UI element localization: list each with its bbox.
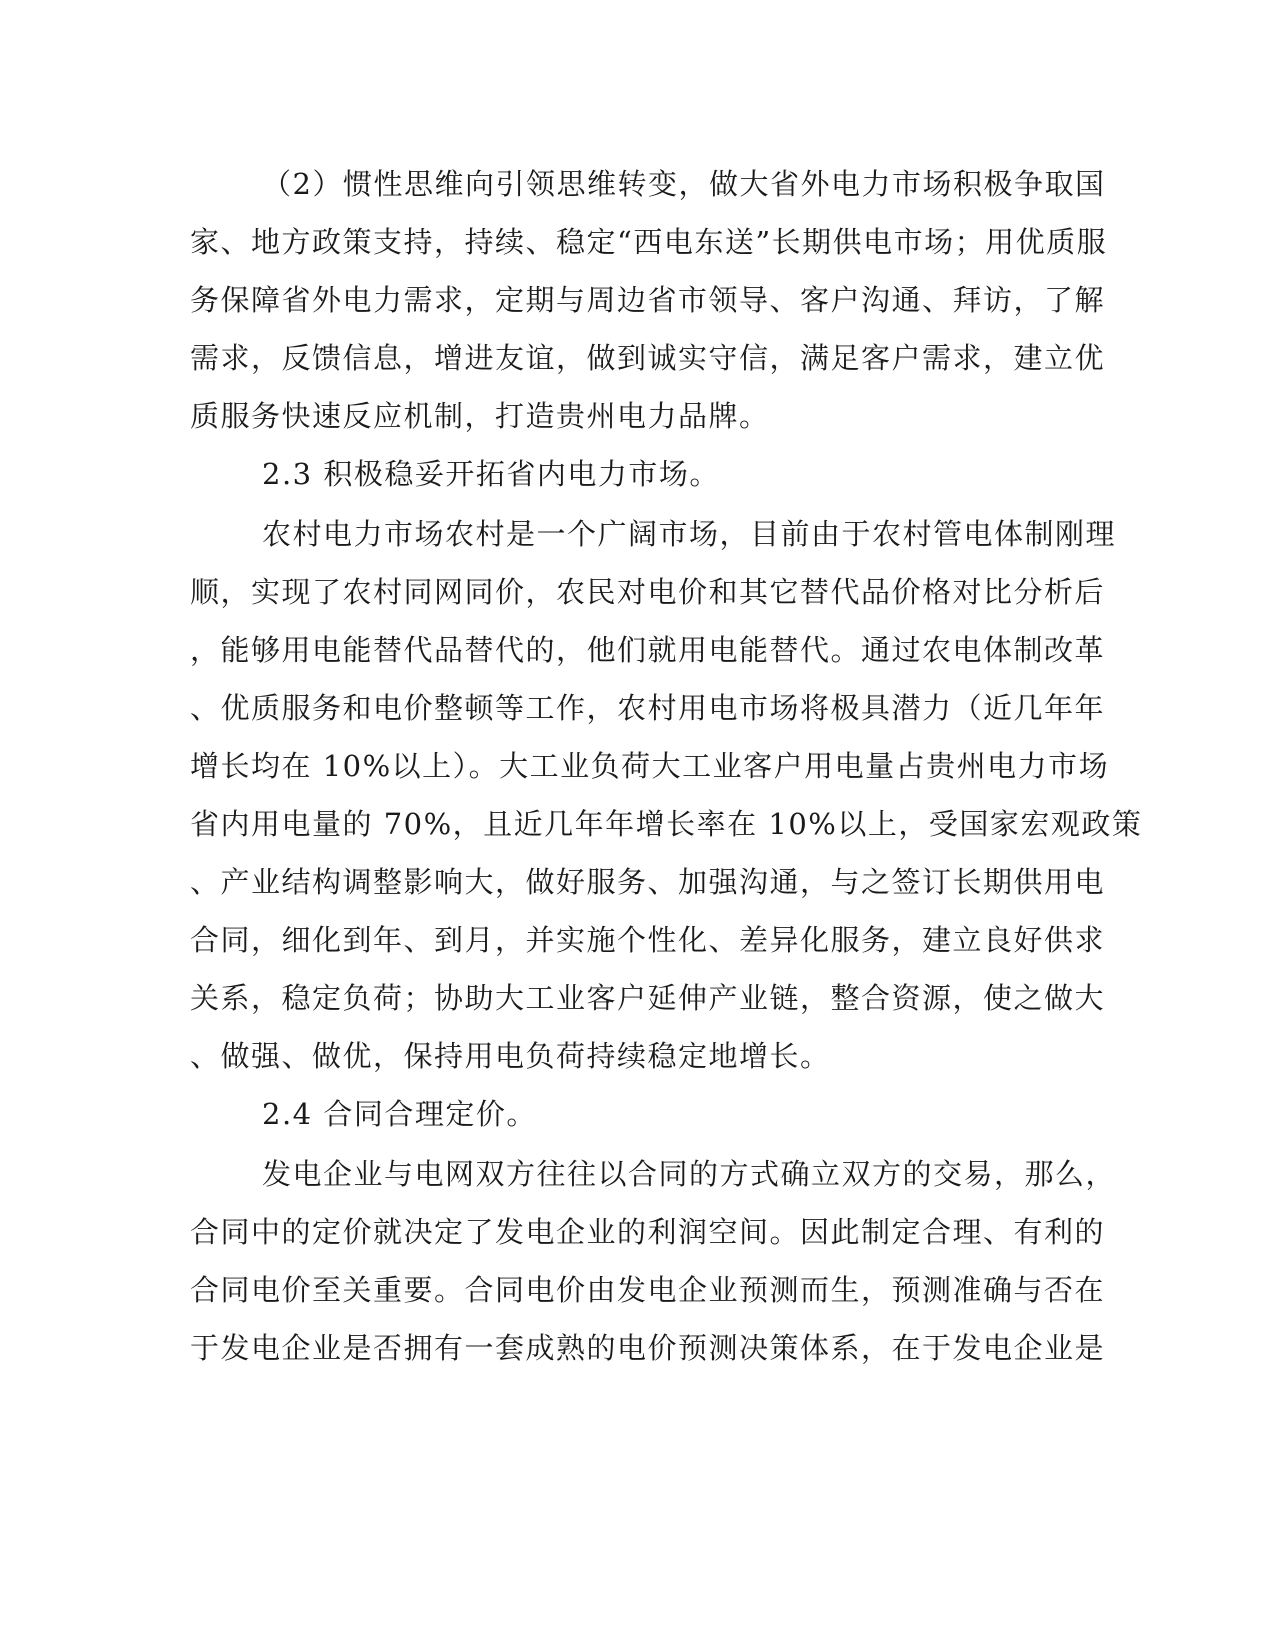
paragraph-line: 关系，稳定负荷；协助大工业客户延伸产业链，整合资源，使之做大: [190, 981, 1106, 1015]
paragraph-line: ，能够用电能替代品替代的，他们就用电能替代。通过农电体制改革: [190, 633, 1106, 667]
paragraph-line: 顺，实现了农村同网同价，农民对电价和其它替代品价格对比分析后: [190, 575, 1106, 609]
paragraph-line: 质服务快速反应机制，打造贵州电力品牌。: [190, 399, 770, 433]
paragraph-line: 发电企业与电网双方往往以合同的方式确立双方的交易，那么，: [262, 1157, 1117, 1191]
paragraph-line: 务保障省外电力需求，定期与周边省市领导、客户沟通、拜访，了解: [190, 283, 1106, 317]
paragraph-line: 、做强、做优，保持用电负荷持续稳定地增长。: [190, 1039, 831, 1073]
paragraph-line: 农村电力市场农村是一个广阔市场，目前由于农村管电体制刚理: [262, 517, 1117, 551]
section-heading: 2.3 积极稳妥开拓省内电力市场。: [262, 457, 720, 491]
paragraph-line: 增长均在 10%以上）。大工业负荷大工业客户用电量占贵州电力市场: [190, 749, 1110, 783]
paragraph-line: 家、地方政策支持，持续、稳定“西电东送”长期供电市场；用优质服: [190, 225, 1108, 259]
section-heading: 2.4 合同合理定价。: [262, 1097, 537, 1131]
paragraph-line: 、产业结构调整影响大，做好服务、加强沟通，与之签订长期供用电: [190, 865, 1106, 899]
paragraph-line: 合同，细化到年、到月，并实施个性化、差异化服务，建立良好供求: [190, 923, 1106, 957]
paragraph-line: （2）惯性思维向引领思维转变，做大省外电力市场积极争取国: [262, 167, 1106, 201]
paragraph-line: 、优质服务和电价整顿等工作，农村用电市场将极具潜力（近几年年: [190, 691, 1106, 725]
paragraph-line: 省内用电量的 70%，且近几年年增长率在 10%以上，受国家宏观政策: [190, 807, 1143, 841]
paragraph-line: 于发电企业是否拥有一套成熟的电价预测决策体系，在于发电企业是: [190, 1331, 1106, 1365]
paragraph-line: 需求，反馈信息，增进友谊，做到诚实守信，满足客户需求，建立优: [190, 341, 1106, 375]
paragraph-line: 合同电价至关重要。合同电价由发电企业预测而生，预测准确与否在: [190, 1273, 1106, 1307]
paragraph-line: 合同中的定价就决定了发电企业的利润空间。因此制定合理、有利的: [190, 1215, 1106, 1249]
